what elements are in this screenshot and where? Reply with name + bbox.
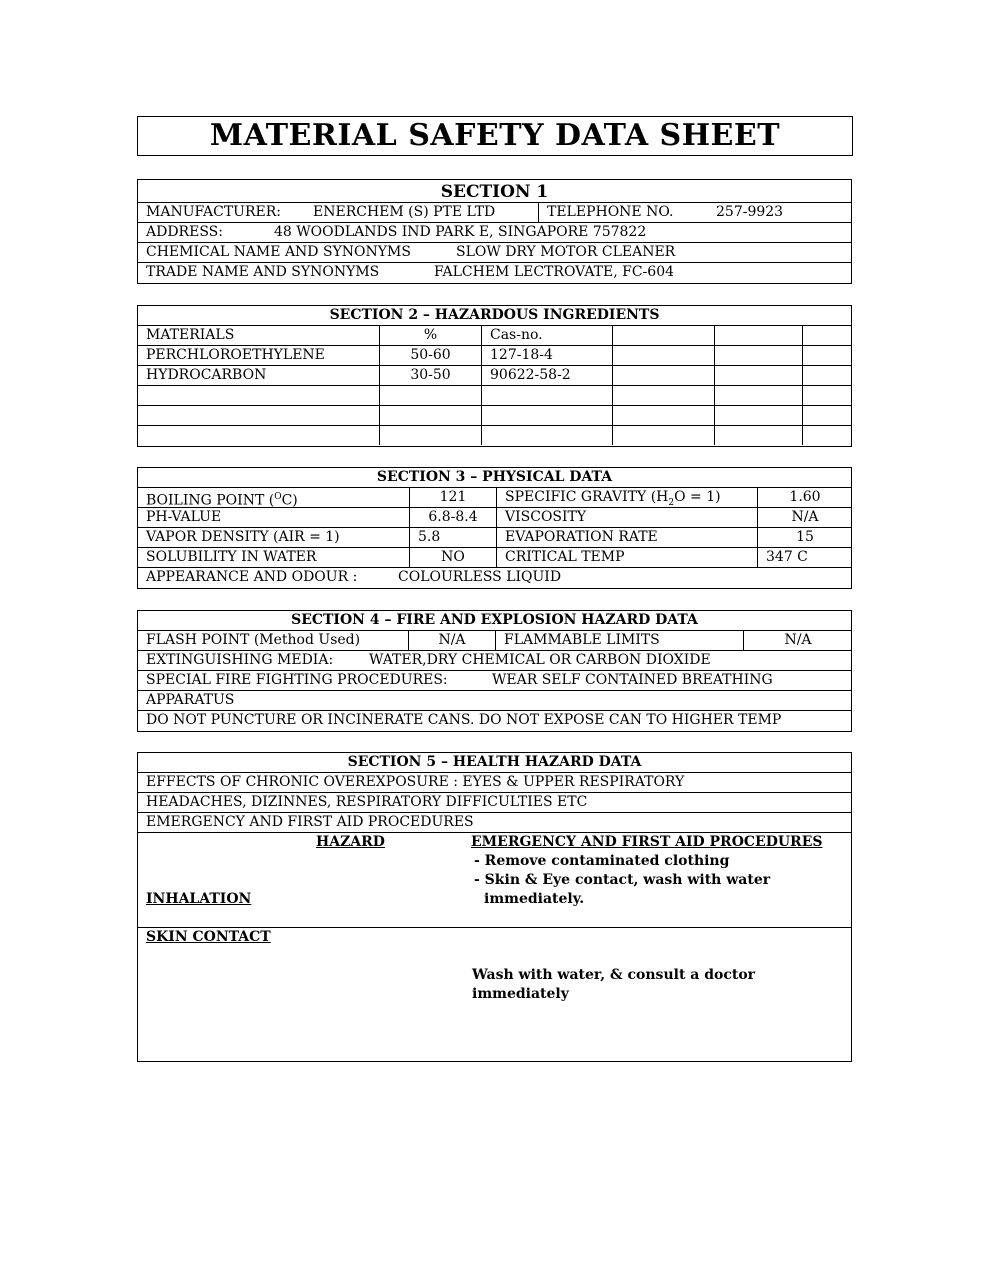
boiling-point-label: BOILING POINT ($^O$C) (146, 492, 298, 509)
trade-name-label: TRADE NAME AND SYNONYMS (146, 264, 380, 280)
chemical-name-label: CHEMICAL NAME AND SYNONYMS (146, 244, 411, 260)
headaches-text: HEADACHES, DIZINNES, RESPIRATORY DIFFICULTIES ETC (146, 794, 588, 810)
vapor-density-label: VAPOR DENSITY (AIR = 1) (146, 529, 340, 545)
empty-column-header (714, 326, 802, 345)
ingredient-row (138, 386, 851, 406)
ph-value: 6.8-8.4 (409, 508, 496, 527)
material-name (138, 426, 146, 445)
inhalation-label: INHALATION (146, 891, 252, 907)
material-percent: 30-50 (379, 366, 481, 385)
material-name: HYDROCARBON (146, 367, 267, 383)
material-name: PERCHLOROETHYLENE (146, 347, 325, 363)
empty-cell (802, 346, 852, 365)
empty-cell (714, 426, 802, 445)
material-percent (379, 406, 481, 425)
empty-cell (612, 426, 714, 445)
empty-cell (612, 346, 714, 365)
material-cas: 90622-58-2 (481, 366, 612, 385)
special-procedures-label: SPECIAL FIRE FIGHTING PROCEDURES: (146, 672, 448, 688)
section-5-header: SECTION 5 – HEALTH HAZARD DATA (138, 753, 851, 773)
document-title: MATERIAL SAFETY DATA SHEET (137, 116, 853, 156)
empty-column-header (612, 326, 714, 345)
empty-cell (802, 386, 852, 405)
section-2-header: SECTION 2 – HAZARDOUS INGREDIENTS (138, 306, 851, 326)
section-5 (137, 752, 852, 1062)
appearance-value: COLOURLESS LIQUID (398, 569, 562, 585)
boiling-point-row (138, 488, 851, 508)
flash-point-label: FLASH POINT (Method Used) (146, 632, 361, 648)
telephone-value: 257-9923 (716, 204, 784, 220)
ingredient-row (138, 406, 851, 426)
inhalation-step: - Skin & Eye contact, wash with water (474, 872, 771, 888)
manufacturer-label: MANUFACTURER: (146, 204, 281, 220)
emergency-row (138, 813, 851, 833)
trade-name-row (138, 263, 851, 283)
telephone-label: TELEPHONE NO. (538, 203, 673, 222)
section-1-header: SECTION 1 (138, 180, 851, 203)
headaches-row (138, 793, 851, 813)
ingredients-header-row (138, 326, 851, 346)
manufacturer-value: ENERCHEM (S) PTE LTD (313, 204, 496, 220)
viscosity-value: N/A (757, 508, 852, 527)
inhalation-step: immediately. (484, 891, 585, 907)
address-value: 48 WOODLANDS IND PARK E, SINGAPORE 757822 (274, 224, 647, 240)
warning-text: DO NOT PUNCTURE OR INCINERATE CANS. DO NOT EXPOSE CAN TO HIGHER TEMP (146, 712, 782, 728)
solubility-value: NO (409, 548, 496, 567)
critical-temp-label: CRITICAL TEMP (496, 548, 757, 567)
ph-row (138, 508, 851, 528)
trade-name-value: FALCHEM LECTROVATE, FC-604 (434, 264, 675, 280)
empty-cell (802, 426, 852, 445)
chronic-effects-row (138, 773, 851, 793)
empty-cell (612, 366, 714, 385)
special-procedures-continued: APPARATUS (146, 692, 235, 708)
section-2 (137, 305, 852, 447)
material-name (138, 386, 146, 405)
empty-cell (612, 406, 714, 425)
materials-column-header: MATERIALS (146, 327, 235, 343)
extinguishing-label: EXTINGUISHING MEDIA: (146, 652, 334, 668)
extinguishing-row (138, 651, 851, 671)
emergency-text: EMERGENCY AND FIRST AID PROCEDURES (146, 814, 474, 830)
inhalation-step: - Remove contaminated clothing (474, 853, 730, 869)
empty-cell (612, 386, 714, 405)
empty-cell (714, 406, 802, 425)
material-cas: 127-18-4 (481, 346, 612, 365)
special-procedures-continued-row (138, 691, 851, 711)
appearance-label: APPEARANCE AND ODOUR : (146, 569, 358, 585)
ingredient-row (138, 346, 851, 366)
section-3 (137, 467, 852, 589)
section-4-header: SECTION 4 – FIRE AND EXPLOSION HAZARD DATA (138, 611, 851, 631)
critical-temp-value: 347 C (757, 548, 852, 567)
address-label: ADDRESS: (146, 224, 223, 240)
viscosity-label: VISCOSITY (496, 508, 757, 527)
flash-point-value: N/A (408, 631, 495, 650)
special-procedures-row (138, 671, 851, 691)
chemical-name-value: SLOW DRY MOTOR CLEANER (456, 244, 676, 260)
warning-row (138, 711, 851, 731)
section-1 (137, 179, 852, 284)
ph-label: PH-VALUE (146, 509, 222, 525)
specific-gravity-value: 1.60 (757, 488, 852, 507)
material-percent (379, 386, 481, 405)
percent-column-header: % (379, 326, 481, 345)
cas-column-header: Cas-no. (481, 326, 612, 345)
inhalation-block (138, 833, 851, 928)
ingredient-row (138, 366, 851, 386)
vapor-density-row (138, 528, 851, 548)
material-percent (379, 426, 481, 445)
address-row (138, 223, 851, 243)
material-cas (481, 426, 612, 445)
section-4 (137, 610, 852, 732)
material-name (138, 406, 146, 425)
chemical-name-row (138, 243, 851, 263)
empty-cell (714, 366, 802, 385)
flash-point-row (138, 631, 851, 651)
empty-cell (714, 386, 802, 405)
evaporation-rate-value: 15 (757, 528, 852, 547)
empty-cell (714, 346, 802, 365)
flammable-limits-label: FLAMMABLE LIMITS (495, 631, 743, 650)
section-3-header: SECTION 3 – PHYSICAL DATA (138, 468, 851, 488)
extinguishing-value: WATER,DRY CHEMICAL OR CARBON DIOXIDE (369, 652, 711, 668)
evaporation-rate-label: EVAPORATION RATE (496, 528, 757, 547)
skin-contact-block (138, 928, 851, 1058)
material-cas (481, 386, 612, 405)
special-procedures-value: WEAR SELF CONTAINED BREATHING (492, 672, 773, 688)
solubility-row (138, 548, 851, 568)
flammable-limits-value: N/A (743, 631, 852, 650)
specific-gravity-label: SPECIFIC GRAVITY $(H_2O = 1)$ (496, 488, 757, 507)
ingredient-row (138, 426, 851, 446)
skin-contact-step: Wash with water, & consult a doctor (472, 967, 756, 983)
skin-contact-label: SKIN CONTACT (146, 929, 271, 945)
material-percent: 50-60 (379, 346, 481, 365)
empty-cell (802, 366, 852, 385)
procedures-column-header: EMERGENCY AND FIRST AID PROCEDURES (471, 834, 823, 850)
hazard-column-header: HAZARD (316, 834, 385, 850)
manufacturer-row (138, 203, 851, 223)
material-cas (481, 406, 612, 425)
empty-column-header (802, 326, 852, 345)
appearance-row (138, 568, 851, 588)
boiling-point-value: 121 (409, 488, 496, 507)
solubility-label: SOLUBILITY IN WATER (146, 549, 317, 565)
vapor-density-value: 5.8 (409, 528, 496, 547)
skin-contact-step: immediately (472, 986, 569, 1002)
chronic-effects-text: EFFECTS OF CHRONIC OVEREXPOSURE : EYES & UPPER RESPIRATORY (146, 774, 685, 790)
empty-cell (802, 406, 852, 425)
